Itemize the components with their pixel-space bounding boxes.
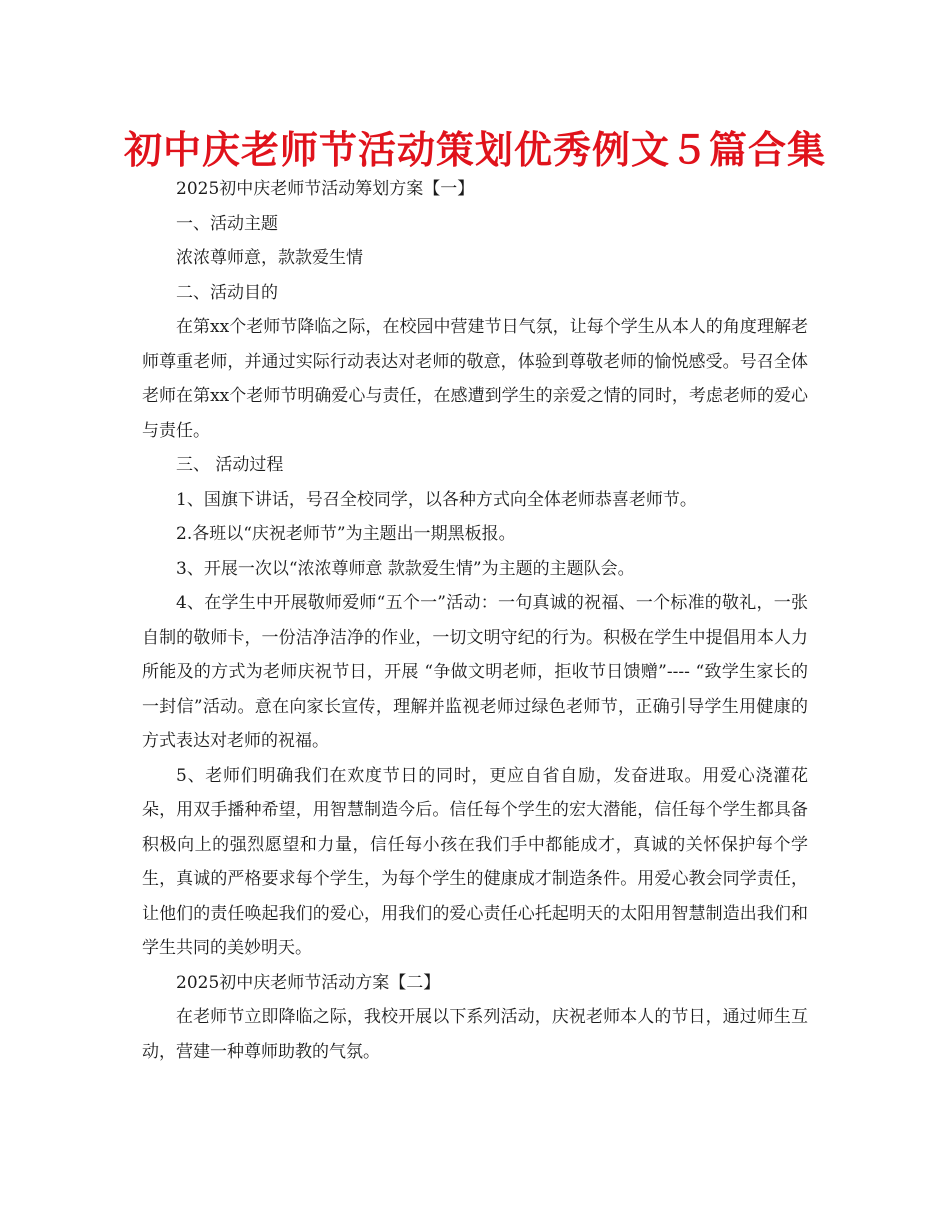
section-heading-plan-2: 2025初中庆老师节活动方案【二】 [176,972,441,993]
process-item-3: 3、开展一次以“浓浓尊师意 款款爱生情”为主题的主题队会。 [176,558,635,579]
theme-text: 浓浓尊师意，款款爱生情 [176,248,363,268]
process-item-2: 2.各班以“庆祝老师节”为主题出一期黑板报。 [176,524,516,544]
document-title: 初中庆老师节活动策划优秀例文５篇合集 [123,128,826,172]
section-heading-purpose: 二、活动目的 [176,282,278,303]
document-body [142,172,808,1069]
process-item-1: 1、国旗下讲话，号召全校同学，以各种方式向全体老师恭喜老师节。 [176,489,697,510]
purpose-paragraph: 在第xx个老师节降临之际，在校园中营建节日气氛，让每个学生从本人的角度理解老师尊重老师，并通过实际行动表达对老师的敬意，体验到尊敬老师的愉悦感受。号召全体老师在第xx个老师节明确爱心与责任，在感遭到学生的亲爱之情的同时，考虑老师的爱心与责任。 [142,317,808,441]
plan-2-intro: 在老师节立即降临之际，我校开展以下系列活动，庆祝老师本人的节日，通过师生互动，营建一种尊师助教的气氛。 [142,1007,808,1062]
process-item-4: 4、在学生中开展敬师爱师“五个一”活动：一句真诚的祝福、一个标准的敬礼，一张自制的敬师卡，一份洁净洁净的作业，一切文明守纪的行为。积极在学生中提倡用本人力所能及的方式为老师庆祝节日，开展 “争做文明老师，拒收节日馈赠”---- “致学生家长的一封信”活动。意在向家长宣传，理解并监视老师过绿色老师节，正确引导学生用健康的方式表达对老师的祝福。 [142,593,808,751]
section-heading-plan-1: 2025初中庆老师节活动筹划方案【一】 [176,179,475,199]
section-heading-theme: 一、活动主题 [176,213,278,234]
process-item-5: 5、老师们明确我们在欢度节日的同时，更应自省自励，发奋进取。用爱心浇灌花朵，用双手播种希望，用智慧制造今后。信任每个学生的宏大潜能，信任每个学生都具备积极向上的强烈愿望和力量，信任每小孩在我们手中都能成才，真诚的关怀保护每个学生，真诚的严格要求每个学生，为每个学生的健康成才制造条件。用爱心教会同学责任，让他们的责任唤起我们的爱心，用我们的爱心责任心托起明天的太阳用智慧制造出我们和学生共同的美妙明天。 [142,765,808,958]
section-heading-process: 三、 活动过程 [176,455,284,475]
